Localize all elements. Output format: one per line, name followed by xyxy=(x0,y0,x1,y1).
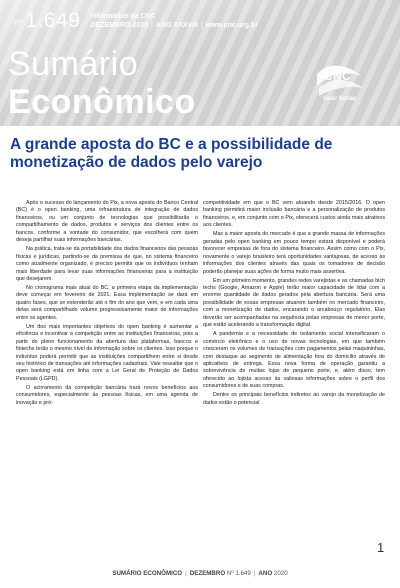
masthead-title-line1: Sumário xyxy=(8,45,139,83)
footer-issue: Nº 1.649 xyxy=(226,570,251,577)
paragraph: No cronograma mais atual do BC, a primeira etapa da implementação deve começar em fevereiro de 2021. Essa implementação se dará em quatro fases, que se estenderão até o fim do ano que vem, e em cada uma delas será compartilhado volume progressivamente maior de informações entre os agentes. xyxy=(16,284,198,321)
publication-meta xyxy=(90,12,258,30)
footer-title: SUMÁRIO ECONÔMICO xyxy=(112,570,183,577)
masthead-banner xyxy=(0,0,400,126)
publication-name: Informativo da CNC xyxy=(90,13,156,20)
paragraph: Em um primeiro momento, grandes redes varejistas e as chamadas bich techs (Google, Amazon e Apple) terão maior capacidade de lidar com a enorme quantidade de dados gerados pela abertura bancária. Será uma possibilidade de essas empresas atuarem também no mercado financeiro, com a monetização de dados, encarando o arcabouço regulatório. Elas deverão ser acompanhadas na sequência pelas empresas de menor porte, que estão acelerando a transformação digital. xyxy=(203,277,385,329)
publication-date: DEZEMBRO 2020 xyxy=(90,22,149,29)
paragraph: Após o sucesso do lançamento do Pix, a nova aposta do Banco Central (BC) é o open banking, uma infraestrutura de integração de dados financeiros, ou um conjunto de tecnologias que possibilitarão o compartilhamento de dados, produtos e serviços dos clientes entre os bancos, conforme a vontade do consumidor, que escolherá com quem deseja partilhar suas informações bancárias. xyxy=(16,200,198,244)
paragraph: Um dos mais importantes objetivos do open banking é aumentar a eficiência e incentivar a competição entre as instituições financeiras, pois a partir do pleno funcionamento da abertura das plataformas, bancos e fintechs terão o mesmo nível de informação sobre os clientes. Isso porque o indivíduo poderá permitir que as instituições compartilhem entre si desde seu histórico de transações até informações cadastrais. Vale ressaltar que o open banking está em linha com a Lei Geral de Proteção de Dados Pessoais (LGPD). xyxy=(16,323,198,382)
page-number: 1 xyxy=(377,540,385,555)
footer-month: DEZEMBRO xyxy=(189,570,226,577)
article-headline: A grande aposta do BC e a possibilidade de monetização de dados pelo varejo xyxy=(10,136,333,171)
publication-details: DEZEMBRO 2020 | ANO XXXVIII | www.cnc.org.br xyxy=(90,22,258,29)
issue-bar xyxy=(14,6,258,32)
paragraph-continuation: competitividade em que o BC vem atuando desde 2015/2016. O open banking permitirá maior inclusão bancária e a personalização de produtos financeiros, e, em conjunto com o Pix, oferecerá custos ainda mais atrativos aos clientes. xyxy=(203,200,385,229)
paragraph: Na prática, trata-se da portabilidade dos dados financeiros das pessoas físicas e jurídicas, partindo-se da premissa de que, no sistema financeiro como atualmente organizado, é preciso permitir que os indivíduos tenham mais liberdade para levar suas informações financeiras para a instituição que desejarem. xyxy=(16,246,198,283)
paragraph: Dentre os principais benefícios indiretos ao varejo da monetização de dados estão o potencial xyxy=(203,392,385,406)
logo-text: CNC xyxy=(324,69,351,83)
paragraph: A pandemia e a necessidade de isolamento social intensificaram o comércio eletrônico e o uso de novas tecnologias, em que também cresceram os volumes de transações com pagamentos pelas maquininhas, com destaque ao segmento de alimentação fora do domicílio através de aplicativos de entrega. Essa nova forma de operação garantiu a sobrevivência de muitas lojas de pequeno porte, e, além disso, tem oferecido ao lojista acesso às valiosas informações sobre o perfil dos consumidores e de suas compras. xyxy=(203,331,385,390)
article-column-left xyxy=(16,200,198,550)
paragraph: O acirramento da competição bancária trará novos benefícios aos consumidores, especialmente às pessoas físicas, em uma agenda de inovação e pró- xyxy=(16,384,198,406)
paragraph: Mas a maior aposta do mercado é que a grande massa de informações geradas pelo open banking em pouco tempo estará disponível e poderá favorecer empresas de fora do sistema financeiro. Assim como com o Pix, novamente o varejo brasileiro terá oportunidades vantajosas, de acesso às informações dos clientes através das quais os tomadores de decisão poderão planejar suas ações de forma muito mais assertiva. xyxy=(203,231,385,275)
page-footer: SUMÁRIO ECONÔMICO | DEZEMBRO Nº 1.649 | ANO 2020 xyxy=(112,570,288,577)
logo-subtext: Sesc Senac xyxy=(323,96,357,102)
article-column-right xyxy=(203,200,385,550)
masthead-title-line2: Econômico xyxy=(8,83,196,121)
publication-edition: ANO XXXVIII xyxy=(155,22,198,29)
footer-year: 2020 xyxy=(273,570,288,577)
issue-prefix: nº xyxy=(14,18,22,27)
footer-year-label: ANO xyxy=(258,570,273,577)
publication-website[interactable]: www.cnc.org.br xyxy=(205,22,258,29)
issue-number: 1.649 xyxy=(25,9,81,32)
cnc-logo xyxy=(313,62,365,108)
